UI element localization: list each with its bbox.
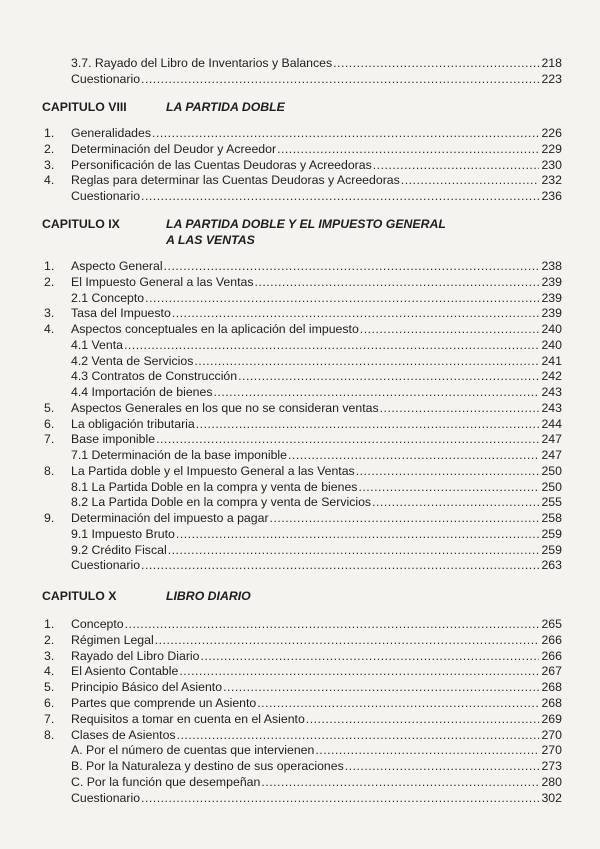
entry-title: Cuestionario — [71, 72, 141, 86]
toc-entry — [44, 290, 562, 306]
entry-title: 9.2 Crédito Fiscal — [71, 542, 167, 557]
toc-entry — [44, 157, 562, 173]
chapter-heading — [42, 99, 562, 115]
entry-page: 250 — [541, 479, 562, 494]
entry-title: Base imponible — [71, 432, 156, 447]
chapter-title: LA PARTIDA DOBLE Y EL IMPUESTO GENERAL A LAS VENTAS — [166, 217, 446, 247]
toc-entry — [44, 416, 562, 432]
entry-page: 243 — [541, 400, 562, 415]
entry-title: 7.1 Determinación de la base imponible — [71, 448, 288, 462]
entry-number: 2. — [44, 141, 55, 156]
toc-entry — [44, 510, 562, 526]
toc-entry — [44, 616, 562, 632]
toc-entry — [44, 758, 562, 774]
entry-number: 2. — [44, 274, 55, 289]
toc-entry — [44, 632, 562, 648]
toc-entry — [44, 695, 562, 711]
toc-entry — [44, 742, 562, 758]
entry-page: 229 — [541, 141, 562, 156]
entry-number: 5. — [44, 680, 55, 695]
entry-title: B. Por la Naturaleza y destino de sus operaciones — [71, 759, 344, 774]
entry-number: 3. — [44, 648, 55, 663]
entry-number: 7. — [44, 711, 55, 726]
toc-entry — [44, 557, 562, 573]
entry-title: 4.1 Venta — [71, 337, 123, 352]
entry-page: 270 — [541, 727, 562, 742]
entry-number: 8. — [44, 727, 55, 742]
entry-page: 268 — [541, 696, 562, 710]
entry-page: 243 — [541, 385, 562, 399]
entry-title: Tasa del Impuesto — [71, 306, 171, 321]
entry-title: Aspectos conceptuales en la aplicación del impuesto — [71, 322, 359, 336]
chapter-title: LIBRO DIARIO — [166, 589, 251, 603]
entry-page: 302 — [541, 790, 562, 805]
entry-page: 259 — [541, 526, 562, 541]
toc-entry — [44, 55, 562, 71]
entry-page: 280 — [541, 775, 562, 789]
toc-entry — [44, 447, 562, 463]
entry-page: 240 — [541, 322, 562, 336]
entry-number: 3. — [44, 306, 55, 321]
entry-number: 1. — [44, 259, 55, 273]
toc-entry — [44, 368, 562, 384]
toc-entry — [44, 679, 562, 695]
entry-title: A. Por el número de cuentas que intervienen — [71, 743, 315, 758]
entry-number: 1. — [44, 617, 55, 631]
entry-number: 4. — [44, 322, 55, 336]
entry-page: 266 — [541, 648, 562, 663]
toc-entry — [44, 125, 562, 141]
entry-title: Rayado del Libro Diario — [71, 648, 200, 663]
toc-entry — [44, 71, 562, 87]
entry-title: El Asiento Contable — [71, 664, 179, 679]
entry-title: Partes que comprende un Asiento — [71, 696, 257, 710]
entry-title: Requisitos a tomar en cuenta en el Asiento — [71, 711, 305, 726]
entry-page: 240 — [541, 337, 562, 352]
entry-page: 239 — [541, 290, 562, 305]
entry-number: 6. — [44, 416, 55, 431]
entry-title: Personificación de las Cuentas Deudoras y Acreedoras — [71, 157, 372, 172]
entry-title: Determinación del Deudor y Acreedor — [71, 141, 277, 156]
entry-page: 244 — [541, 416, 562, 431]
entry-number: 9. — [44, 511, 55, 525]
toc-entry — [44, 711, 562, 727]
entry-title: C. Por la función que desempeñan — [71, 775, 261, 789]
entry-page: 269 — [541, 711, 562, 726]
toc-entry — [44, 337, 562, 353]
entry-page: 241 — [541, 353, 562, 368]
toc-entry — [44, 305, 562, 321]
toc-entry — [44, 141, 562, 157]
entry-title: La Partida doble y el Impuesto General a las Ventas — [71, 463, 355, 478]
toc-entry — [44, 790, 562, 806]
entry-page: 242 — [541, 369, 562, 384]
entry-title: 4.4 Importación de bienes — [71, 385, 213, 399]
entry-title: Generalidades — [71, 126, 151, 140]
entry-page: 226 — [541, 126, 562, 140]
entry-page: 273 — [541, 759, 562, 774]
entry-number: 2. — [44, 632, 55, 647]
entry-number: 4. — [44, 173, 55, 188]
entry-page: 236 — [541, 189, 562, 204]
chapter-heading — [42, 588, 562, 604]
entry-page: 266 — [541, 632, 562, 647]
entry-title: Concepto — [71, 617, 124, 631]
toc-entry — [44, 526, 562, 542]
entry-page: 232 — [541, 173, 562, 188]
entry-page: 268 — [541, 680, 562, 695]
entry-title: 2.1 Concepto — [71, 290, 145, 305]
entry-page: 239 — [541, 306, 562, 321]
toc-entry — [44, 274, 562, 290]
entry-page: 255 — [541, 495, 562, 510]
entry-number: 7. — [44, 432, 55, 447]
entry-title: 4.3 Contratos de Construcción — [71, 369, 238, 384]
toc-entry — [44, 400, 562, 416]
entry-page: 265 — [541, 617, 562, 631]
entry-page: 270 — [541, 743, 562, 758]
entry-title: La obligación tributaria — [71, 416, 195, 431]
entry-title: Cuestionario — [71, 558, 141, 573]
entry-title: Determinación del impuesto a pagar — [71, 511, 269, 525]
entry-number: 3. — [44, 157, 55, 172]
toc-entry — [44, 542, 562, 558]
toc-entry — [44, 353, 562, 369]
entry-number: 5. — [44, 400, 55, 415]
entry-title: Cuestionario — [71, 790, 141, 805]
toc-entry — [44, 663, 562, 679]
toc-entry — [44, 463, 562, 479]
entry-number: 6. — [44, 696, 55, 710]
entry-title: Aspectos Generales en los que no se consideran ventas — [71, 400, 379, 415]
toc-entry — [44, 172, 562, 188]
chapter-label: CAPITULO X — [42, 589, 117, 603]
toc-entry — [44, 479, 562, 495]
toc-entry — [44, 188, 562, 204]
entry-page: 258 — [541, 511, 562, 525]
entry-number: 1. — [44, 126, 55, 140]
entry-page: 247 — [541, 448, 562, 462]
toc-entry — [44, 321, 562, 337]
entry-number: 4. — [44, 664, 55, 679]
chapter-label: CAPITULO IX — [42, 217, 120, 231]
toc-entry — [44, 727, 562, 743]
chapter-label: CAPITULO VIII — [42, 100, 127, 114]
toc-entry — [44, 774, 562, 790]
entry-title: 3.7. Rayado del Libro de Inventarios y Balances — [71, 56, 333, 70]
entry-page: 259 — [541, 542, 562, 557]
entry-title: 9.1 Impuesto Bruto — [71, 526, 175, 541]
entry-page: 250 — [541, 463, 562, 478]
entry-page: 218 — [541, 56, 562, 70]
entry-page: 239 — [541, 274, 562, 289]
chapter-heading — [42, 216, 562, 248]
entry-title: 8.2 La Partida Doble en la compra y venta de Servicios — [71, 495, 372, 510]
entry-title: El Impuesto General a las Ventas — [71, 274, 254, 289]
toc-entry — [44, 431, 562, 447]
toc-entry — [44, 258, 562, 274]
entry-page: 263 — [541, 558, 562, 573]
entry-page: 238 — [541, 259, 562, 273]
entry-page: 223 — [541, 72, 562, 86]
entry-title: Cuestionario — [71, 189, 141, 204]
toc-entry — [44, 648, 562, 664]
entry-title: Reglas para determinar las Cuentas Deudoras y Acreedoras — [71, 173, 400, 188]
entry-title: Aspecto General — [71, 259, 163, 273]
entry-title: Régimen Legal — [71, 632, 154, 647]
entry-title: 8.1 La Partida Doble en la compra y venta de bienes — [71, 479, 358, 494]
entry-page: 230 — [541, 157, 562, 172]
entry-number: 8. — [44, 463, 55, 478]
entry-title: Principio Básico del Asiento — [71, 680, 223, 695]
chapter-title: LA PARTIDA DOBLE — [166, 100, 285, 114]
toc-entry — [44, 494, 562, 510]
entry-title: Clases de Asientos — [71, 727, 176, 742]
entry-title: 4.2 Venta de Servicios — [71, 353, 194, 368]
toc-entry — [44, 384, 562, 400]
entry-page: 267 — [541, 664, 562, 679]
entry-page: 247 — [541, 432, 562, 447]
